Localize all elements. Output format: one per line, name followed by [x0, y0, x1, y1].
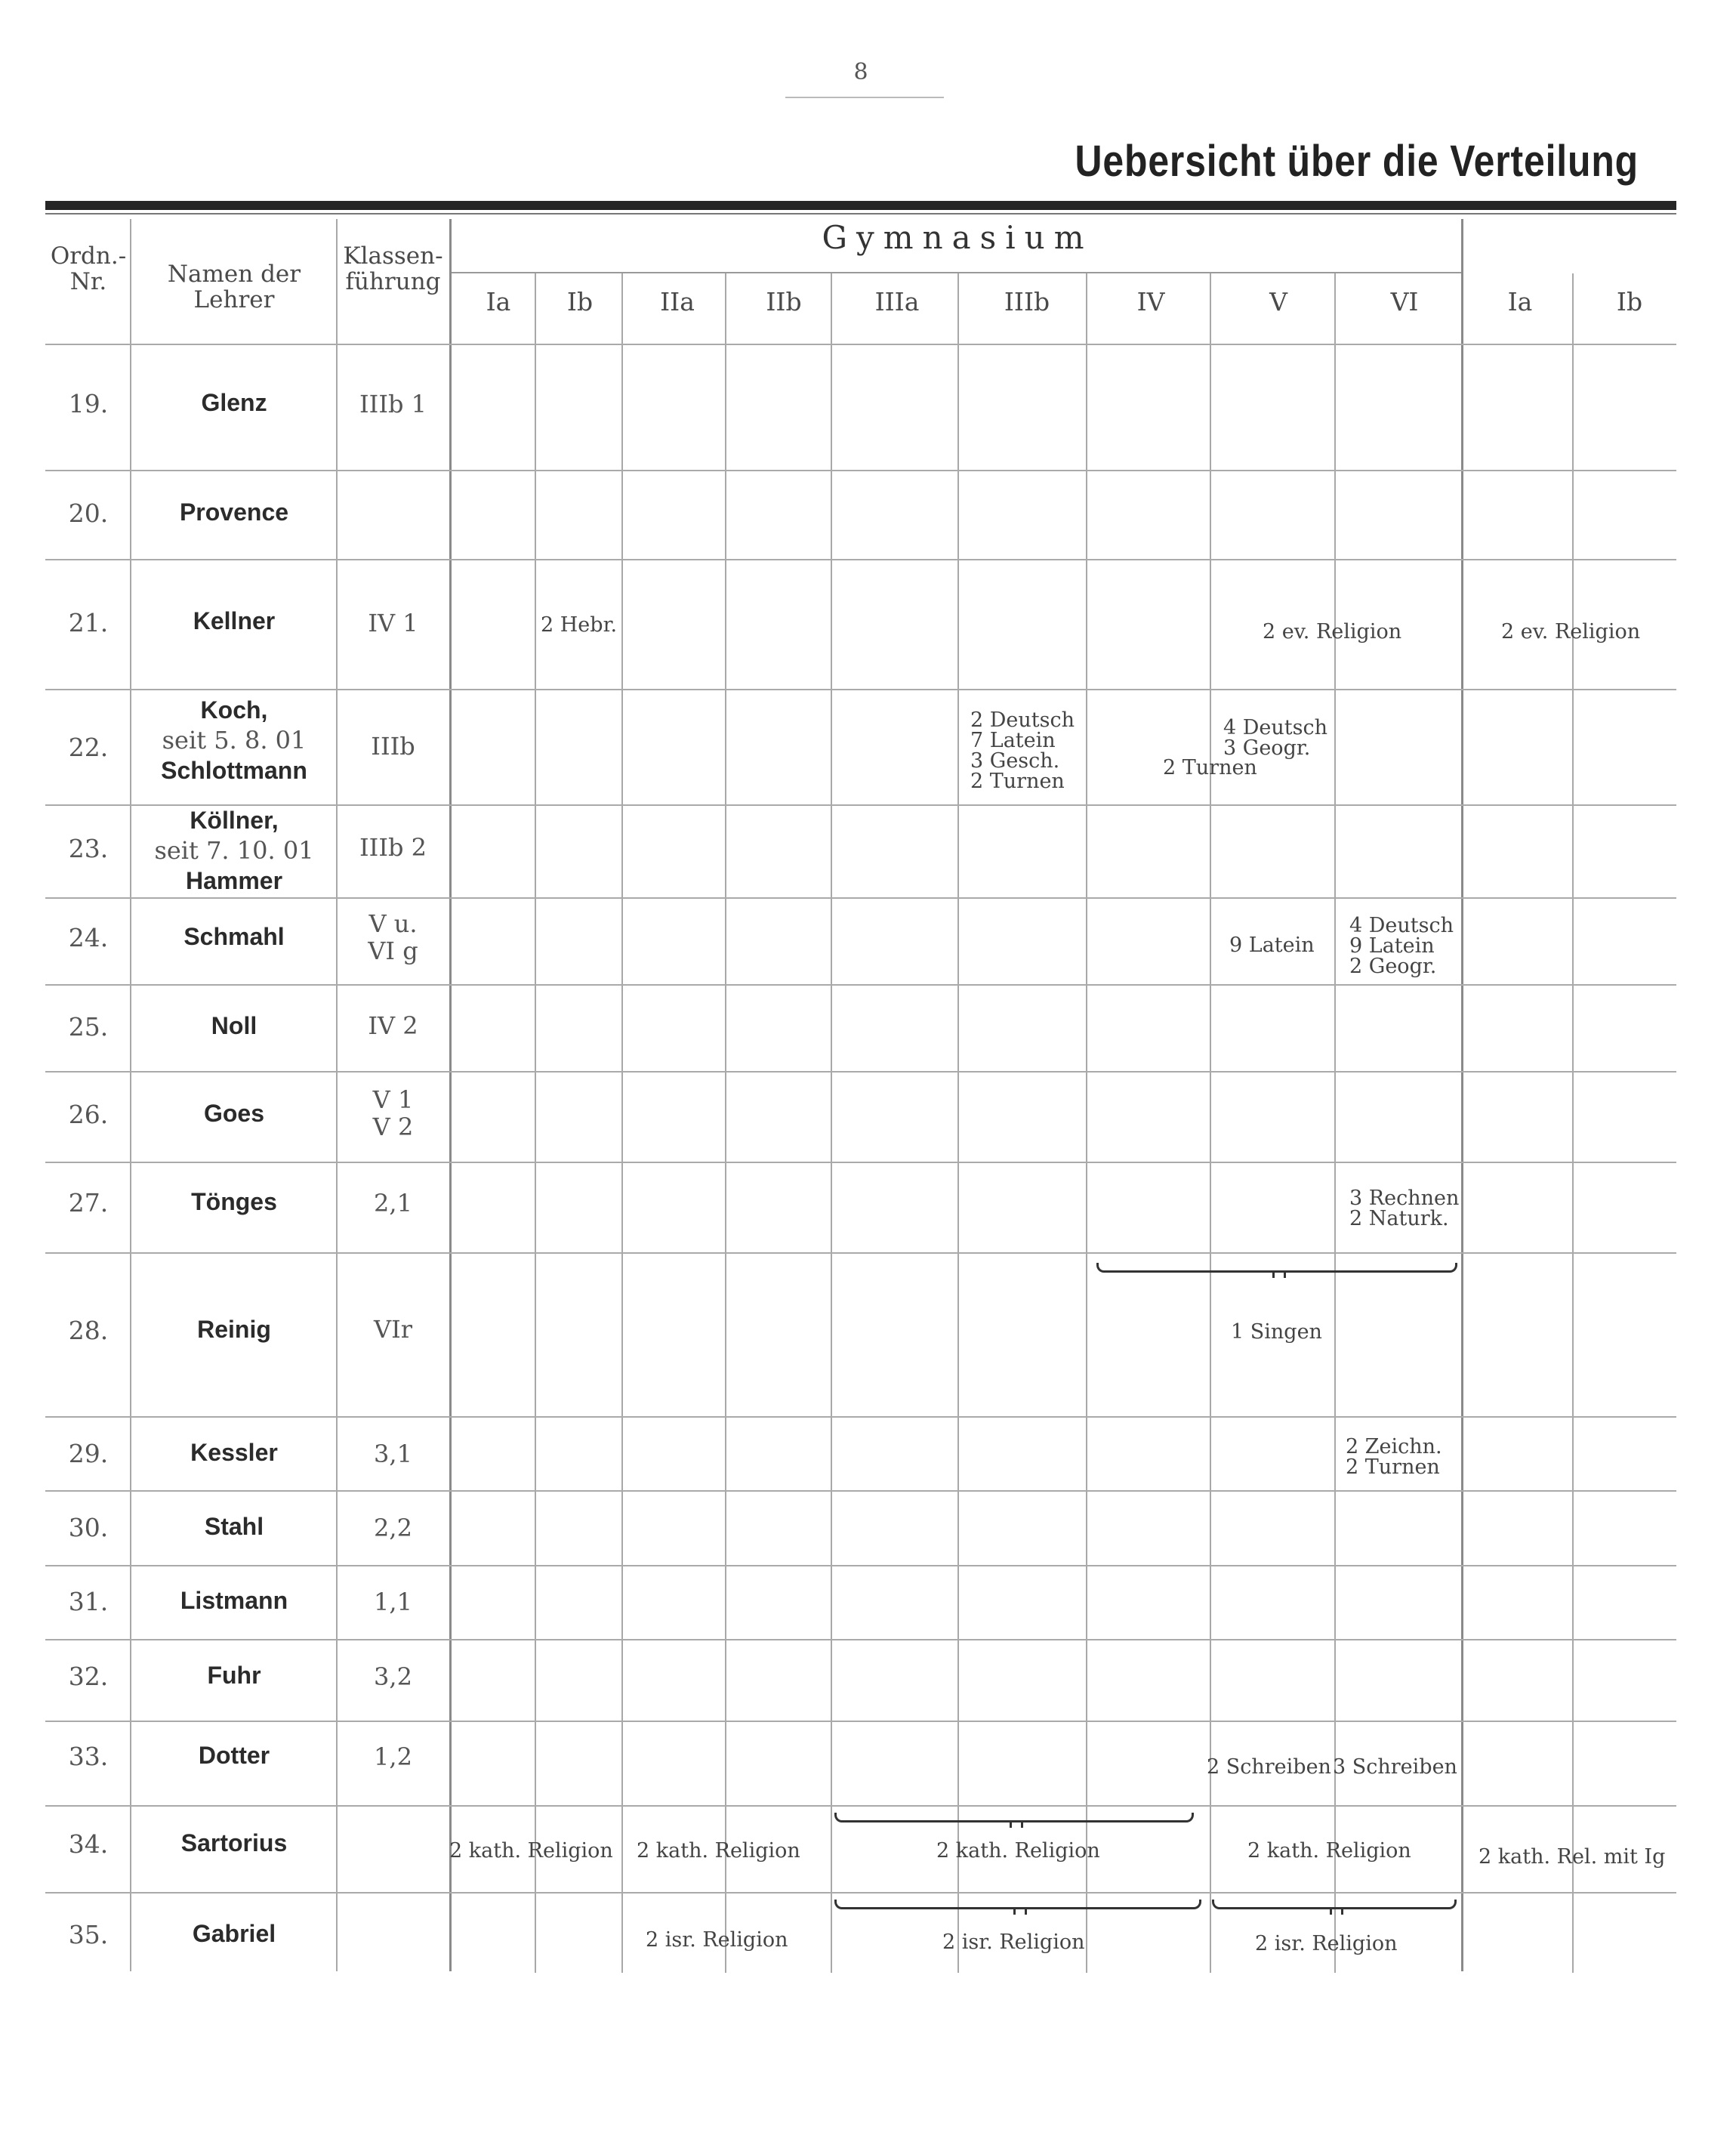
- row-name: Goes: [203, 1100, 265, 1127]
- grid-hline: [45, 1892, 1676, 1893]
- page-number-rule: [785, 97, 944, 98]
- row-nr: 23.: [68, 834, 109, 863]
- row-name: Schmahl: [183, 923, 285, 950]
- grid-hline: [45, 1639, 1676, 1640]
- row-nr: 30.: [68, 1513, 109, 1542]
- col-iiia: IIIa: [874, 287, 920, 316]
- grid-vline: [449, 219, 452, 1971]
- row-nr: 35.: [68, 1920, 109, 1949]
- col-ia: Ia: [486, 287, 511, 316]
- grid-vline: [336, 219, 338, 1971]
- brace-v-vi: [1212, 1900, 1457, 1909]
- brace-iv-vi: [1096, 1263, 1457, 1273]
- row-nr: 25.: [68, 1012, 109, 1042]
- row-nr: 28.: [68, 1316, 109, 1345]
- row-nr: 21.: [68, 608, 109, 637]
- grid-vline: [130, 219, 131, 1971]
- row-name: Koch, seit 5. 8. 01 Schlottmann: [161, 696, 307, 784]
- grid-hline: [45, 1252, 1676, 1254]
- grid-vline: [1086, 273, 1087, 1973]
- grid-vline: [725, 273, 726, 1973]
- entry-singen: 1 Singen: [1231, 1320, 1322, 1344]
- row-name: Dotter: [198, 1742, 270, 1769]
- entry-v: 2 Schreiben: [1207, 1755, 1331, 1779]
- grid-hline: [45, 1565, 1676, 1566]
- entry-isr-religion-iii-iv: 2 isr. Religion: [942, 1931, 1085, 1954]
- row-name: Sartorius: [180, 1829, 288, 1856]
- grid-hline: [45, 344, 1676, 345]
- entry-v: 4 Deutsch 3 Geogr.: [1223, 716, 1327, 760]
- row-nr: 32.: [68, 1662, 109, 1691]
- row-nr: 20.: [68, 498, 109, 528]
- grid-vline: [535, 273, 536, 1973]
- entry-kath-religion-ia: 2 kath. Religion: [449, 1839, 613, 1863]
- grid-vline: [957, 273, 959, 1973]
- grid-hline: [45, 1071, 1676, 1072]
- row-klasse: V u. VI g: [368, 909, 418, 965]
- entry-iv: 2 Turnen: [1163, 756, 1257, 779]
- col-right-ib: Ib: [1616, 287, 1643, 316]
- row-nr: 26.: [68, 1100, 109, 1129]
- col-vi: VI: [1390, 287, 1419, 316]
- row-name: Listmann: [180, 1587, 288, 1614]
- row-nr: 31.: [68, 1587, 109, 1616]
- grid-vline: [1461, 219, 1463, 1971]
- grid-hline: [45, 897, 1676, 899]
- row-klasse: IIIb 2: [359, 833, 427, 862]
- entry-v: 9 Latein: [1229, 934, 1315, 957]
- brace-iii-iv: [834, 1900, 1201, 1909]
- col-iib: IIb: [766, 287, 802, 316]
- row-klasse: IIIb: [371, 732, 415, 761]
- row-nr: 24.: [68, 923, 109, 952]
- entry-kath-religion-iii-iv: 2 kath. Religion: [936, 1839, 1100, 1863]
- row-name: Fuhr: [207, 1662, 261, 1689]
- row-klasse: 3,2: [374, 1662, 412, 1691]
- header-klassenfuehrung: Klassen- führung: [343, 242, 443, 295]
- entry-hebr: 2 Hebr.: [541, 613, 618, 637]
- row-name: Kessler: [190, 1439, 278, 1466]
- entry-iiib: 2 Deutsch 7 Latein 3 Gesch. 2 Turnen: [970, 708, 1075, 793]
- row-klasse: 3,1: [374, 1440, 412, 1468]
- header-thin-rule: [45, 213, 1676, 214]
- entry-kath-rel-right: 2 kath. Rel. mit Ig: [1479, 1845, 1666, 1869]
- grid-hline: [45, 689, 1676, 690]
- col-v: V: [1269, 287, 1287, 316]
- entry-vi: 3 Schreiben: [1333, 1755, 1457, 1779]
- row-nr: 29.: [68, 1439, 109, 1468]
- row-nr: 34.: [68, 1829, 109, 1859]
- grid-hline: [45, 1721, 1676, 1722]
- entry-isr-religion-v-vi: 2 isr. Religion: [1255, 1932, 1398, 1955]
- grid-vline: [1572, 273, 1574, 1973]
- row-klasse: IV 1: [368, 609, 418, 637]
- row-klasse: VIr: [373, 1315, 413, 1344]
- entry-vi: 2 Zeichn. 2 Turnen: [1346, 1435, 1442, 1479]
- row-name: Reinig: [197, 1316, 271, 1343]
- col-iia: IIa: [660, 287, 695, 316]
- entry-ev-religion: 2 ev. Religion: [1263, 620, 1402, 644]
- grid-hline: [45, 984, 1676, 986]
- row-klasse: 2,1: [374, 1189, 412, 1218]
- row-name: Stahl: [204, 1513, 264, 1540]
- row-name: Glenz: [201, 389, 267, 416]
- entry-vi: 4 Deutsch 9 Latein 2 Geogr.: [1349, 914, 1454, 978]
- grid-vline: [1334, 273, 1336, 1973]
- row-klasse: 1,2: [374, 1742, 412, 1771]
- grid-hline: [45, 1490, 1676, 1492]
- row-name: Köllner, seit 7. 10. 01 Hammer: [154, 807, 314, 894]
- grid-hline: [45, 559, 1676, 560]
- entry-kath-religion-v-vi: 2 kath. Religion: [1247, 1839, 1411, 1863]
- page-number: 8: [853, 59, 868, 85]
- row-nr: 22.: [68, 733, 109, 762]
- row-nr: 33.: [68, 1742, 109, 1771]
- grid-hline: [45, 1162, 1676, 1163]
- page-title: Uebersicht über die Verteilung: [1075, 137, 1639, 186]
- col-right-ia: Ia: [1507, 287, 1533, 316]
- header-gymnasium: Gymnasium: [822, 219, 1093, 256]
- row-name: Gabriel: [192, 1920, 276, 1947]
- grid-hline: [45, 470, 1676, 471]
- header-namen: Namen der Lehrer: [167, 261, 301, 313]
- grid-hline: [45, 1805, 1676, 1807]
- col-iv: IV: [1136, 287, 1165, 316]
- row-klasse: V 1 V 2: [372, 1085, 414, 1141]
- row-klasse: 2,2: [374, 1514, 412, 1542]
- row-name: Provence: [179, 498, 289, 526]
- row-name: Tönges: [191, 1188, 277, 1215]
- col-ib: Ib: [566, 287, 594, 316]
- row-klasse: IV 2: [368, 1011, 418, 1040]
- grid-vline: [621, 273, 623, 1973]
- entry-isr-religion-ii: 2 isr. Religion: [646, 1928, 788, 1952]
- row-nr: 27.: [68, 1188, 109, 1218]
- row-name: Noll: [211, 1012, 257, 1039]
- entry-vi: 3 Rechnen 2 Naturk.: [1349, 1187, 1460, 1230]
- grid-vline: [831, 273, 832, 1973]
- grid-vline: [1210, 273, 1211, 1973]
- brace-iii-iv: [834, 1813, 1194, 1822]
- header-thick-rule: [45, 201, 1676, 210]
- row-klasse: 1,1: [374, 1588, 412, 1616]
- grid-hline: [45, 1416, 1676, 1418]
- header-ordn-nr: Ordn.- Nr.: [50, 242, 127, 295]
- row-name: Kellner: [193, 607, 276, 634]
- row-nr: 19.: [68, 389, 109, 418]
- col-iiib: IIIb: [1004, 287, 1050, 316]
- row-klasse: IIIb 1: [359, 390, 427, 418]
- entry-kath-religion-ii: 2 kath. Religion: [637, 1839, 800, 1863]
- entry-ev-religion-right: 2 ev. Religion: [1501, 620, 1641, 644]
